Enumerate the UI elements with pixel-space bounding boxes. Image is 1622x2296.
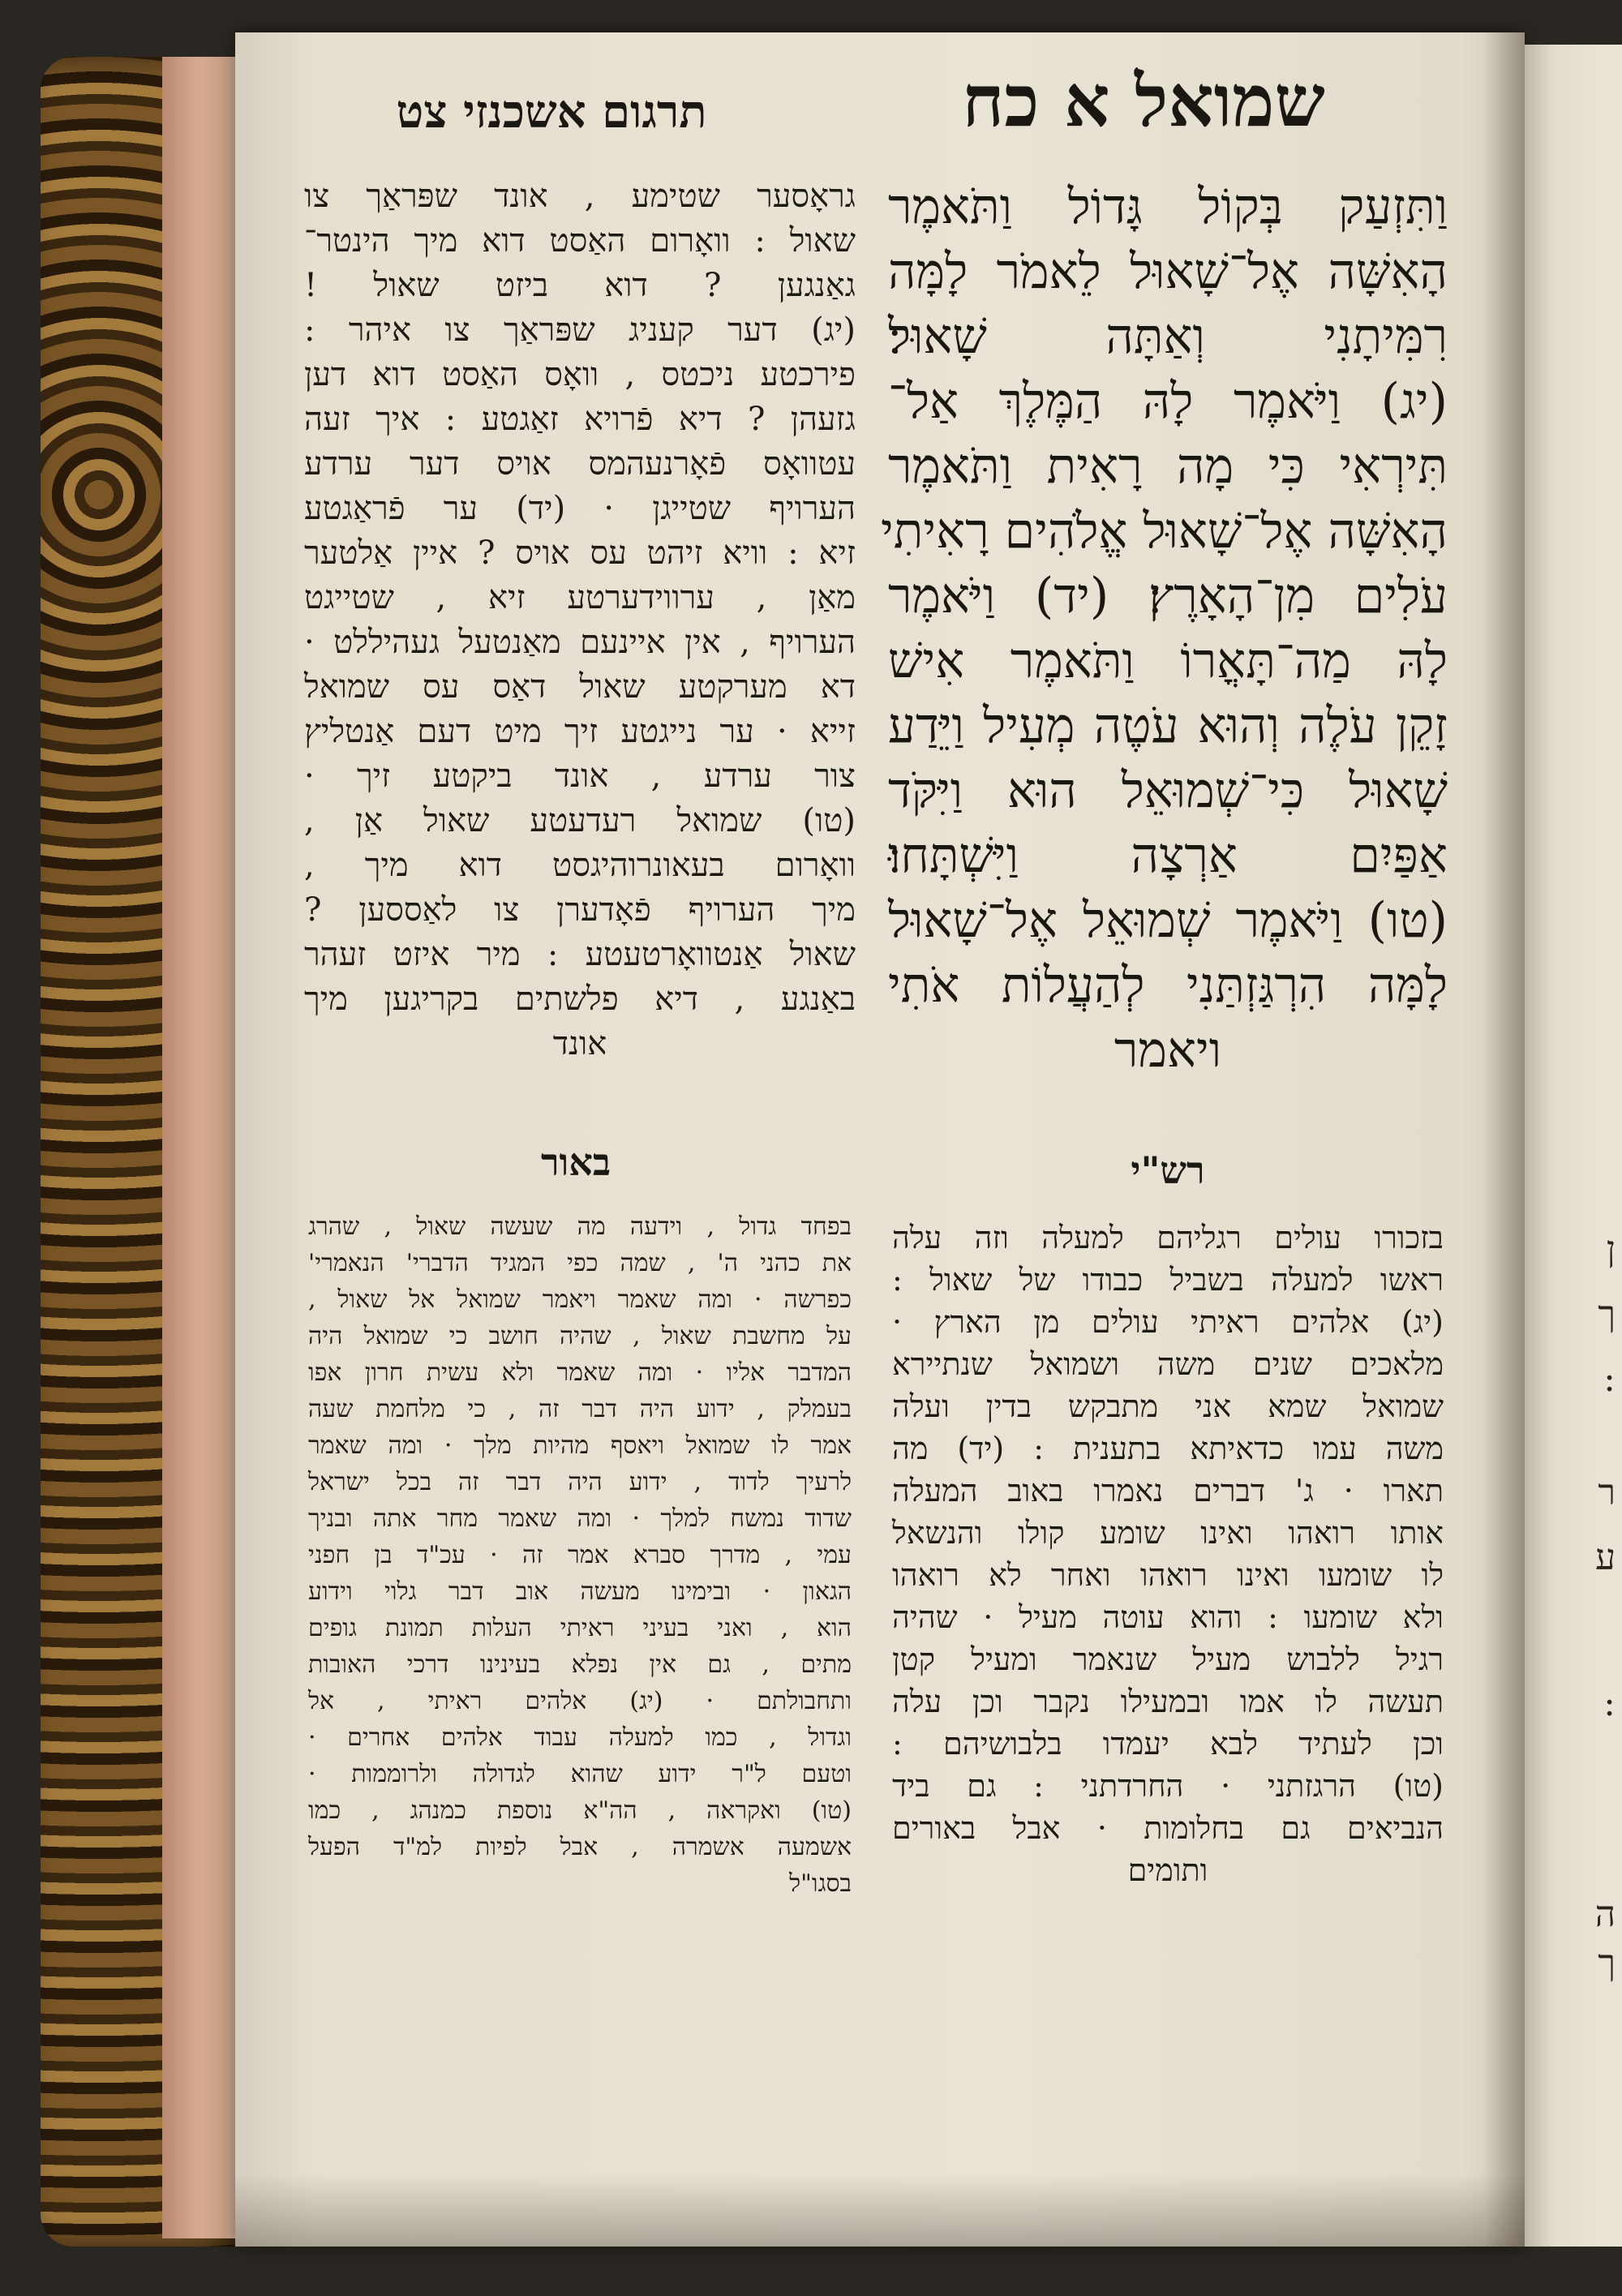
text-line: (טו) הרגזתני · החרדתני : גם ביד: [892, 1768, 1444, 1804]
text-line: בסגו"ל: [789, 1869, 852, 1898]
text-line: דא מערקטע שאול דאַס עס שמואל: [304, 668, 856, 706]
text-line: שמואל שמא אני מתבקש בדין ועלה: [892, 1388, 1444, 1424]
text-line: שָׁאוּל כִּי־שְׁמוּאֵל הוּא וַיִּקֹּד: [888, 762, 1448, 819]
facing-page-edge: [1525, 45, 1622, 2247]
text-line: עֹלִים מִן־הָאָרֶץ׃ (יד) וַיֹּאמֶר: [888, 568, 1448, 624]
text-line: אַפַּיִם אַרְצָה וַיִּשְׁתָּחוּ׃: [888, 827, 1448, 884]
text-line: הוא , ואני בעיני ראיתי העלות תמונת גופים: [308, 1614, 852, 1642]
catchword: אונד: [552, 1025, 607, 1062]
facing-page-fragment: ה: [1594, 1894, 1616, 1935]
biur-heading: באור: [540, 1140, 611, 1184]
text-line: הָאִשָּׁה אֶל־שָׁאוּל אֱלֹהִים רָאִיתִי: [881, 503, 1448, 560]
text-line: הערויף , אין איינעם מאַנטעל געהיללט ·: [304, 624, 856, 661]
text-line: משה עמו כדאיתא בתענית : (יד) מה: [892, 1431, 1444, 1466]
text-line: הגאון · ובימינו מעשה אוב דבר גלוי וידוע: [308, 1577, 852, 1606]
text-line: (טו) ואקראה , הה"א נוספת כמנהג , כמו: [308, 1796, 852, 1825]
facing-page-fragment: :: [1603, 1358, 1616, 1400]
text-line: וגדול , כמו למעלה עבוד אלהים אחרים ·: [308, 1723, 852, 1752]
text-line: הָאִשָּׁה אֶל־שָׁאוּל לֵאמֹר לָמָּה: [888, 243, 1448, 300]
text-line: תעשה לו אמו ובמעילו נקבר וכן עלה: [892, 1684, 1444, 1719]
catchword: ויאמר: [1114, 1022, 1222, 1079]
text-line: תארו · ג' דברים נאמרו באוב המעלה: [892, 1473, 1444, 1508]
text-line: בזכורו עולים רגליהם למעלה וזה עלה: [892, 1220, 1444, 1255]
facing-page-fragment: ע: [1595, 1537, 1616, 1578]
page-gutter: [1484, 32, 1525, 2247]
text-line: גראָסער שטימע , אונד שפּראַך צו: [304, 178, 856, 215]
biur-commentary: [308, 1208, 852, 1902]
text-line: כפרשה · ומה שאמר ויאמר שמואל אל שאול ,: [308, 1285, 852, 1314]
text-line: שדוד נמשח למלך · ומה שאמר מחר אתה ובניך: [308, 1504, 852, 1533]
text-line: עטוואָס פֿאָרנעהמס אויס דער ערדע: [304, 445, 856, 483]
page-title-translation: תרגום אשכנזי צט: [396, 85, 707, 139]
text-line: מיך הערויף פֿאָדערן צו לאַססען ?: [304, 891, 856, 929]
text-line: גאַנגען ? דוא ביזט שאול !: [304, 267, 856, 304]
text-line: פירכטע ניכטס , וואָס האַסט דוא דען: [304, 356, 856, 393]
text-line: עמי , מדרך סברא אמר זה · עכ"ד בן חפני: [308, 1541, 852, 1569]
text-line: זייא · ער נייגטע זיך מיט דעם אַנטליץ: [304, 713, 856, 750]
text-line: (טו) שמואל רעדעטע שאול אַן ,: [304, 802, 856, 839]
facing-page-fragment: ר: [1598, 1472, 1616, 1513]
text-line: רגיל ללבוש מעיל שנאמר ומעיל קטן: [892, 1642, 1444, 1677]
text-line: הנביאים גם בחלומות · אבל באורים: [892, 1810, 1444, 1846]
page-title-hebrew: שמואל א כח: [962, 58, 1325, 143]
text-line: ותחבולתם · (יג) אלהים ראיתי , אל: [308, 1687, 852, 1715]
page-bottom-shadow: [235, 2174, 1525, 2247]
rashi-commentary: [892, 1217, 1444, 1891]
facing-page-fragment: ך: [1598, 1294, 1616, 1335]
text-line: המדבר אליו · ומה שאמר ולא עשית חרון אפו: [308, 1358, 852, 1387]
text-line: ולא שומעו : והוא עוטה מעיל · שהיה: [892, 1599, 1444, 1635]
text-line: הערויף שטייגן · (יד) ער פֿראַגטע: [304, 490, 856, 527]
text-line: תִּירְאִי כִּי מָה רָאִית וַתֹּאמֶר: [888, 438, 1448, 495]
text-line: שאול אַנטוואָרטעטע : מיר איזט זעהר: [304, 936, 856, 973]
text-line: (טו) וַיֹּאמֶר שְׁמוּאֵל אֶל־שָׁאוּל: [888, 892, 1448, 949]
yiddish-translation-text: [304, 174, 856, 1066]
text-line: מלאכים שנים משה ושמואל שנתיירא: [892, 1346, 1444, 1382]
text-line: (יג) וַיֹּאמֶר לָהּ הַמֶּלֶךְ אַל־: [888, 373, 1448, 430]
facing-page-fragment: ך: [1598, 1942, 1616, 1984]
text-line: על מחשבת שאול , שהיה חושב כי שמואל היה: [308, 1322, 852, 1350]
text-line: לרעיך לדוד , ידוע היה דבר זה בכל ישראל: [308, 1468, 852, 1496]
catchword: ותומים: [1127, 1852, 1208, 1888]
text-line: וַתִּזְעַק בְּקוֹל גָּדוֹל וַתֹּאמֶר: [888, 178, 1448, 235]
text-line: לָהּ מַה־תָּאֳרוֹ וַתֹּאמֶר אִישׁ: [888, 633, 1448, 689]
text-line: לו שומעו ואינו רואהו ואחר לא רואהו: [892, 1557, 1444, 1593]
text-line: וטעם ל"ר ידוע שהוא לגדולה ולרוממות ·: [308, 1760, 852, 1788]
rashi-heading: רש"י: [1131, 1148, 1205, 1192]
text-line: רִמִּיתָנִי וְאַתָּה שָׁאוּל׃: [888, 308, 1448, 365]
text-line: אמר לו שמואל ויאסף מהיות מלך · ומה שאמר: [308, 1431, 852, 1460]
text-line: וואָרום בעאונרוהיגסט דוא מיך ,: [304, 847, 856, 884]
text-line: בפחד גדול , וידעה מה שעשה שאול , שהרג: [308, 1212, 852, 1241]
hebrew-main-text: [881, 174, 1448, 1083]
text-line: גזעהן ? דיא פֿרויא זאַגטע : איך זעה: [304, 401, 856, 438]
text-line: זָקֵן עֹלֶה וְהוּא עֹטֶה מְעִיל וַיֵּדַע: [888, 697, 1448, 754]
text-line: בעמלק , ידוע היה דבר זה , כי מלחמת שעה: [308, 1395, 852, 1423]
text-line: שאול : וואָרום האַסט דוא מיך הינטר־: [304, 222, 856, 260]
text-line: (יג) דער קעניג שפּראַך צו איהר :: [304, 311, 856, 349]
text-line: זיא : וויא זיהט עס אויס ? איין אַלטער: [304, 534, 856, 572]
text-line: וכן לעתיד לבא יעמדו בלבושיהם :: [892, 1726, 1444, 1762]
text-line: אותו רואהו ואינו שומע קולו והנשאל: [892, 1515, 1444, 1551]
text-line: אשמעה אשמרה , אבל לפיות למ"ד הפעל: [308, 1833, 852, 1861]
text-line: מאַן , ערווידערטע זיא , שטייגט: [304, 579, 856, 616]
text-line: את כהני ה' , שמה כפי המגיד הדברי' הנאמרי': [308, 1249, 852, 1277]
facing-page-fragment: ן: [1606, 1229, 1616, 1270]
facing-page-fragment: :: [1603, 1683, 1616, 1724]
text-line: לָמָּה הִרְגַּזְתַּנִי לְהַעֲלוֹת אֹתִי: [888, 957, 1448, 1014]
text-line: צור ערדע , אונד ביקטע זיך ·: [304, 757, 856, 795]
text-line: באַנגע , דיא פלשתים בקריגען מיך: [304, 981, 856, 1018]
text-line: מתים , גם אין נפלא בעינינו דרכי האובות: [308, 1650, 852, 1679]
text-line: (יג) אלהים ראיתי עולים מן הארץ ·: [892, 1304, 1444, 1340]
text-line: ראשו למעלה בשביל כבודו של שאול :: [892, 1262, 1444, 1298]
